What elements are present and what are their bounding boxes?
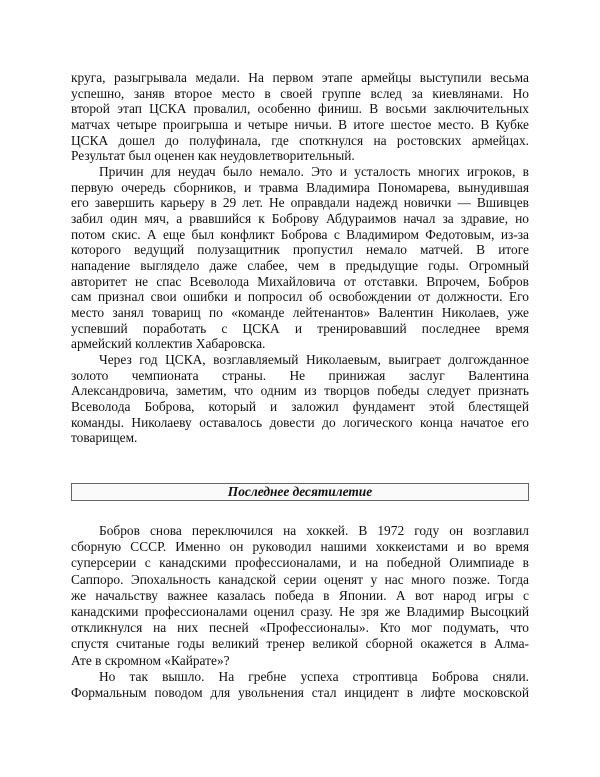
text-line: Всеволода Боброва, который и заложил фундамент этой блестящей (71, 399, 529, 415)
text-line: второй этап ЦСКА провалил, особенно финиш. В восьми заключительных (71, 101, 529, 117)
paragraph (71, 352, 529, 446)
text-line: круга, разыгрывала медали. На первом этапе армейцы выступили весьма (71, 70, 529, 85)
text-line: Александровича, заметим, что одним из творцов победы следует признать (71, 383, 529, 399)
text-line: нападение выглядело даже слабее, чем в предыдущие годы. Огромный (71, 258, 529, 274)
text-line: успешно, заняв второе место в своей группе вслед за киевлянами. Но (71, 85, 529, 101)
text-line: товарищем. (71, 430, 138, 446)
text-block-after (71, 523, 529, 701)
paragraph (71, 164, 529, 352)
text-line: авторитет не спас Всеволода Михайловича от отставки. Впрочем, Бобров (71, 273, 529, 289)
text-line: сам признал свои ошибки и попросил об освобождении от должности. Его (71, 289, 529, 305)
paragraph (71, 523, 529, 669)
text-line: успевший поработать с ЦСКА и тренировавший последнее время (71, 320, 529, 336)
text-line: суперсерии с канадскими профессионалами, и на победной Олимпиаде в (71, 555, 529, 571)
text-line: команды. Николаеву оставалось довести до логического конца начатое его (71, 414, 529, 430)
text-line: откликнулся на них песней «Профессионалы». Кто мог подумать, что (71, 620, 529, 636)
text-line: Бобров снова переключился на хоккей. В 1972 году он возглавил (99, 523, 529, 538)
text-line: первую очередь сборников, и травма Владимира Пономарева, вынудившая (71, 179, 529, 195)
text-line: же начальству важнее казалась победа в Японии. А вот народ игры с (71, 587, 529, 603)
text-line: сборную СССР. Именно он руководил нашими хоккеистами и во время (71, 539, 529, 555)
text-line: Ате в скромном «Кайрате»? (71, 652, 230, 668)
text-line: его завершить карьеру в 29 лет. Не оправдали надежд новички — Вшивцев (71, 195, 529, 211)
paragraph (71, 70, 529, 164)
text-line: ЦСКА дошел до полуфинала, где споткнулся на ростовских армейцах. (71, 132, 529, 148)
text-line: место занял товарищ по «команде лейтенантов» Валентин Николаев, уже (71, 305, 529, 321)
text-line: канадскими профессионалами оценил сразу. Не зря же Владимир Высоцкий (71, 604, 529, 620)
paragraph (71, 669, 529, 701)
text-line: Саппоро. Эпохальность канадской серии оценят у нас много позже. Тогда (71, 571, 529, 587)
text-line: Формальным поводом для увольнения стал инцидент в лифте московской (71, 685, 529, 701)
text-line: Результат был оценен как неудовлетворительный. (71, 148, 355, 164)
text-line: которого ведущий полузащитник пропустил немало матчей. В итоге (71, 242, 529, 258)
text-line: Причин для неудач было немало. Это и усталость многих игроков, в (99, 164, 529, 180)
text-line: Но так вышло. На гребне успеха строптивца Боброва сняли. (99, 668, 529, 684)
text-line: золото чемпионата страны. Не принижая заслуг Валентина (71, 367, 529, 383)
text-line: забил один мяч, а рвавшийся к Боброву Абдураимов начал за здравие, но (71, 211, 529, 227)
text-line: спустя считаные годы великий тренер великой сборной окажется в Алма- (71, 636, 529, 652)
text-line: матчах четыре проигрыша и четыре ничьи. В итоге шестое место. В Кубке (71, 117, 529, 133)
section-heading: Последнее десятилетие (71, 483, 529, 501)
text-block-before (71, 70, 529, 446)
text-line: потом скис. А еще был конфликт Боброва с Владимиром Федотовым, из-за (71, 226, 529, 242)
text-line: Через год ЦСКА, возглавляемый Николаевым, выиграет долгожданное (99, 352, 529, 368)
text-line: армейский коллектив Хабаровска. (71, 336, 266, 352)
